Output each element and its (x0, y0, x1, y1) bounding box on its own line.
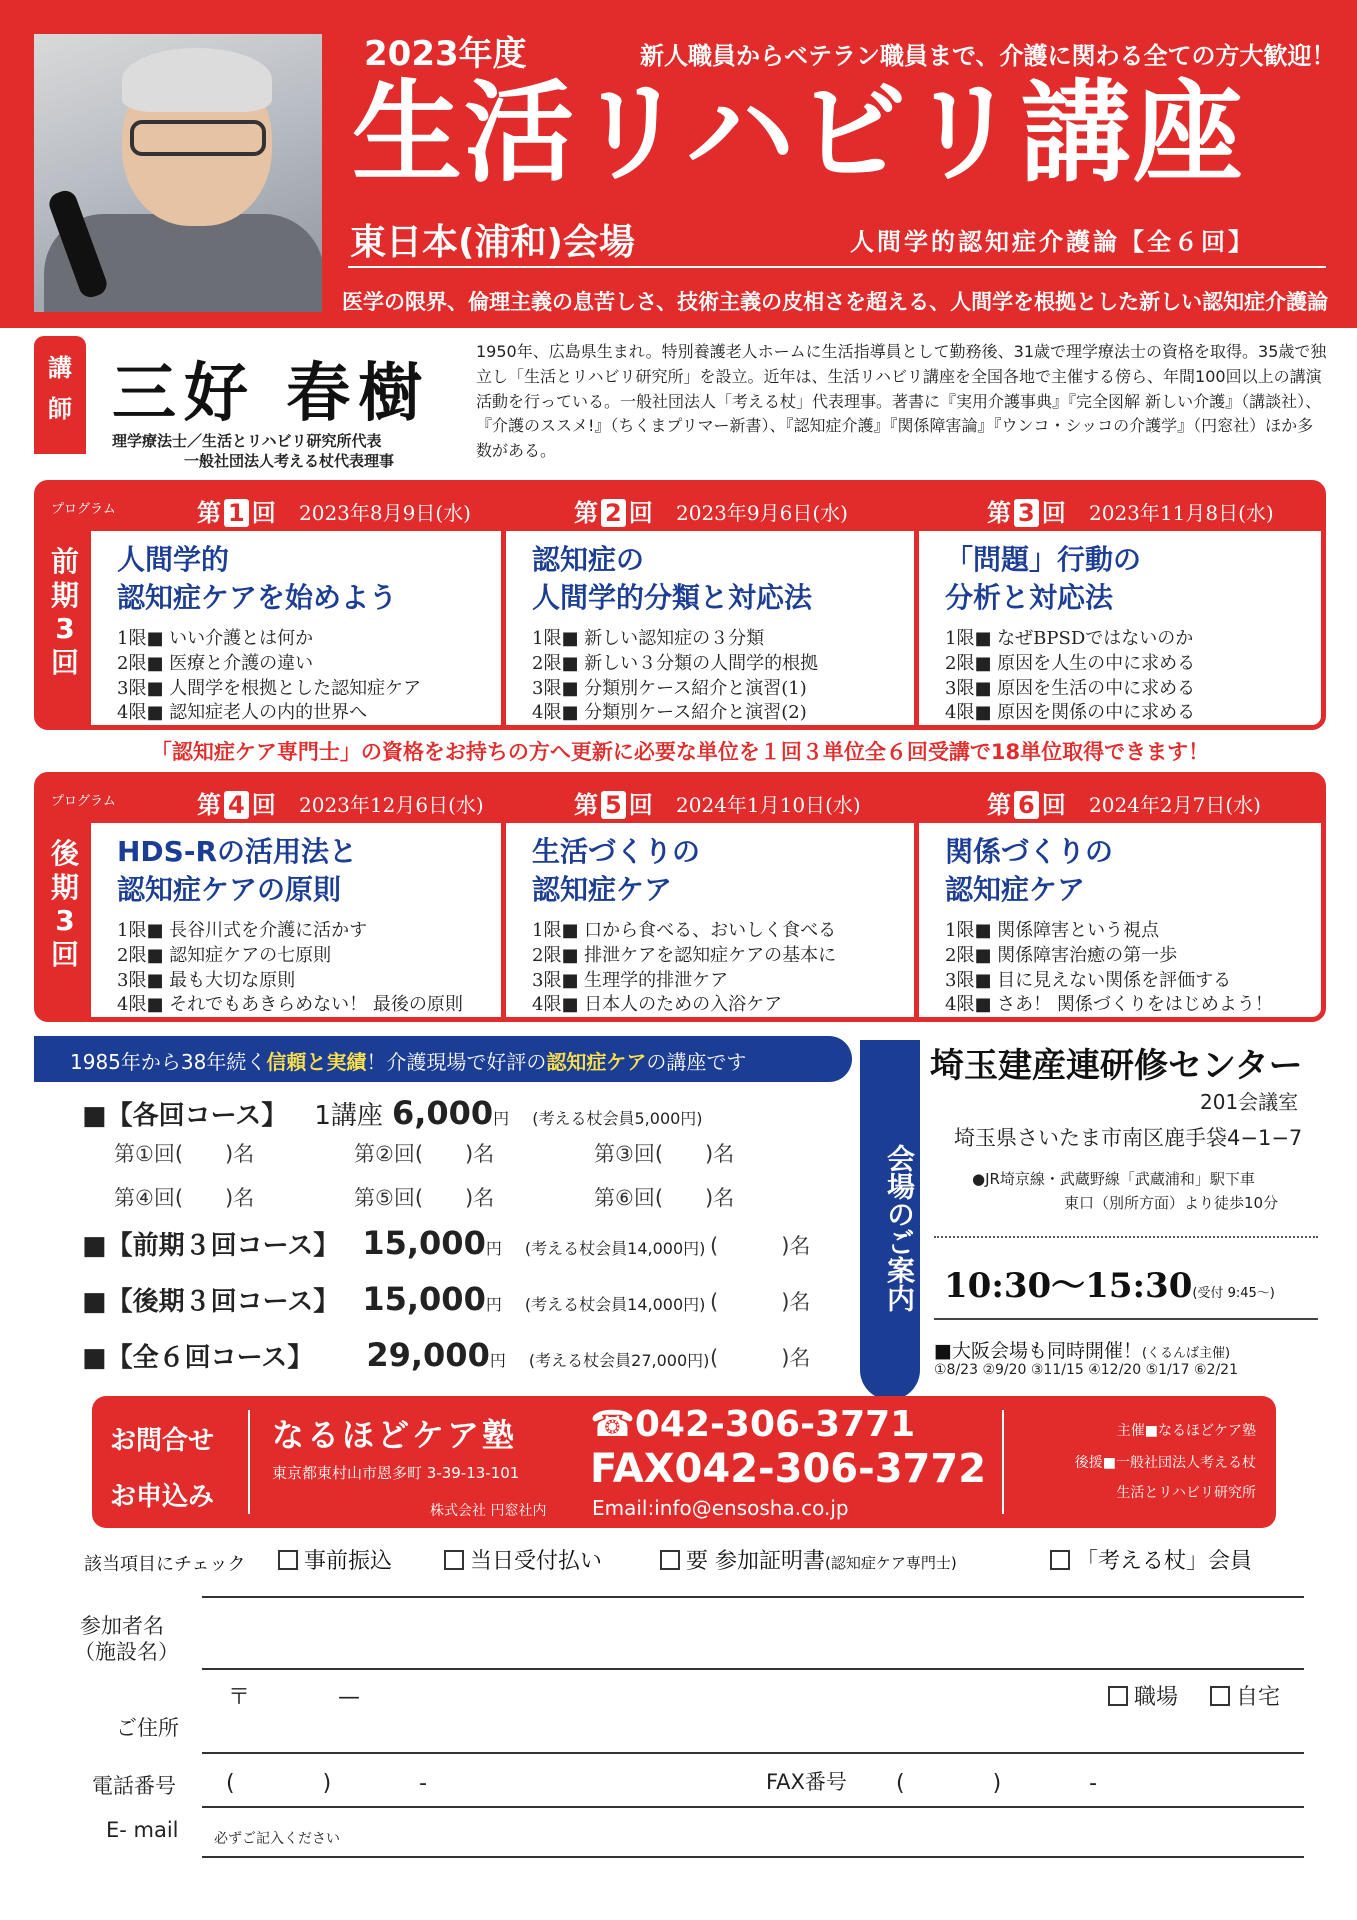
participant-name-field[interactable] (202, 1600, 1304, 1666)
session-title: 生活づくりの 認知症ケア (532, 835, 701, 906)
price-second-term: ■【後期３回コース】 15,000円 (考える杖会員14,000円) (82, 1280, 706, 1318)
program-label: プログラム (51, 794, 116, 809)
session-items: 1限■ 新しい認知症の３分類 2限■ 新しい３分類の人間学的根拠 3限■ 分類別ケース紹介と演習(1) 4限■ 分類別ケース紹介と演習(2) (532, 628, 819, 724)
phone-number[interactable]: ☎042-306-3771 (590, 1404, 916, 1445)
session-number: 第 1 回 (197, 499, 276, 527)
session-items: 1限■ 関係障害という視点 2限■ 関係障害治癒の第一歩 3限■ 目に見えない関係を評価する 4限■ さあ！ 関係づくりをはじめよう！ (945, 920, 1273, 1016)
option-work[interactable]: 職場 (1108, 1680, 1178, 1711)
program-term-2 (34, 772, 1326, 1022)
session-number: 第 3 回 (987, 499, 1066, 527)
venue-divider (934, 1236, 1318, 1238)
session-card (91, 485, 501, 725)
venue-name: 埼玉建産連研修センター (930, 1046, 1303, 1086)
seat-count-field[interactable]: 第①回( )名 (114, 1142, 255, 1166)
phone-label: 電話番号 (92, 1774, 176, 1798)
option-member[interactable]: 「考える杖」会員 (1050, 1544, 1252, 1575)
seat-count-field[interactable]: 第②回( )名 (354, 1142, 495, 1166)
apply-label: お申込み (110, 1482, 215, 1512)
contact-divider (1002, 1410, 1004, 1514)
session-card (501, 485, 914, 725)
lecturer-photo (34, 34, 322, 312)
checkbox[interactable] (1108, 1686, 1128, 1706)
session-title: 「問題」行動の 分析と対応法 (945, 543, 1142, 614)
email-field[interactable] (202, 1812, 1304, 1854)
venue-divider (934, 1318, 1318, 1320)
fax-label: FAX番号 (766, 1770, 847, 1794)
support-label: 後援■一般社団法人考える杖 (1074, 1455, 1256, 1471)
host-label: 主催■なるほどケア塾 (1116, 1423, 1256, 1439)
form-rule (202, 1668, 1304, 1670)
program-label: プログラム (51, 502, 116, 517)
count-second-term[interactable]: ( )名 (710, 1290, 811, 1314)
term-2-tab: 後 期 3 回 (39, 823, 91, 1017)
venue-tab: 会場のご案内 (860, 1040, 920, 1400)
tagline: 医学の限界、倫理主義の息苦しさ、技術主義の皮相さを超える、人間学を根拠とした新しい認知症介護論 (342, 290, 1329, 314)
osaka-notice: ■大阪会場も同時開催！(くるんば主催) (934, 1340, 1231, 1362)
postal-code-field[interactable]: 〒 — (228, 1685, 361, 1710)
address-label: ご住所 (116, 1716, 179, 1740)
session-card (914, 777, 1321, 1017)
contact-divider (248, 1410, 250, 1514)
email-note: 必ずご記入ください (214, 1831, 340, 1847)
lecturer-credential: 理学療法士／生活とリハビリ研究所代表 (112, 432, 382, 450)
page-title: 生活リハビリ講座 (352, 69, 1245, 197)
session-items: 1限■ 長谷川式を介護に活かす 2限■ 認知症ケアの七原則 3限■ 最も大切な原則 4限■ それでもあきらめない！ 最後の原則 (117, 920, 463, 1016)
price-all-course: ■【全６回コース】 29,000円 (考える杖会員27,000円) (82, 1336, 710, 1374)
organizer-company: 株式会社 円窓社内 (430, 1503, 547, 1519)
session-title: 関係づくりの 認知症ケア (945, 835, 1114, 906)
fax-field[interactable]: ( ) - (896, 1771, 1098, 1796)
check-instruction: 該当項目にチェック (84, 1554, 246, 1575)
venue-time: 10:30〜15:30(受付 9:45〜) (944, 1266, 1275, 1306)
session-items: 1限■ 口から食べる、おいしく食べる 2限■ 排泄ケアを認知症ケアの基本に 3限■ 生理学的排泄ケア 4限■ 日本人のための入浴ケア (532, 920, 837, 1016)
venue-access: 東口（別所方面）より徒歩10分 (1064, 1194, 1279, 1212)
session-card (91, 777, 501, 1017)
session-number: 第 2 回 (574, 499, 653, 527)
session-number: 第 4 回 (197, 791, 276, 819)
session-date: 2024年1月10日(水) (676, 793, 861, 817)
phone-field[interactable]: ( ) - (226, 1771, 428, 1796)
session-items: 1限■ なぜBPSDではないのか 2限■ 原因を人生の中に求める 3限■ 原因を生活の中に求める 4限■ 原因を関係の中に求める (945, 628, 1196, 724)
seat-count-field[interactable]: 第③回( )名 (594, 1142, 735, 1166)
session-date: 2023年11月8日(水) (1089, 501, 1274, 525)
session-title: 認知症の 人間学的分類と対応法 (532, 543, 813, 614)
count-first-term[interactable]: ( )名 (710, 1234, 811, 1258)
count-all-course[interactable]: ( )名 (710, 1346, 811, 1370)
checkbox[interactable] (660, 1550, 680, 1570)
lecturer-bio: 1950年、広島県生まれ。特別養護老人ホームに生活指導員として勤務後、31歳で理学療法士の資格を取得。35歳で独立し「生活とリハビリ研究所」を設立。近年は、生活リハビリ講座を全国各地で主催する傍ら、年間100回以上の講演活動を行っている。一般社団法人「考える杖」代表理事。著書に『実用介護事典』『完全図解 新しい介護』（講談社）、『介護のススメ!』（ちくまプリマー新書）、『認知症介護』『関係障害論』『ウンコ・シッコの介護学』（円窓社）ほか多数がある。 (476, 342, 1327, 461)
session-card (914, 485, 1321, 725)
contact-label: お問合せ (110, 1426, 215, 1456)
support-label: 生活とリハビリ研究所 (1116, 1485, 1256, 1501)
fax-number: FAX042-306-3772 (590, 1446, 987, 1492)
series-label: 人間学的認知症介護論【全６回】 (850, 228, 1255, 256)
form-rule (202, 1806, 1304, 1808)
session-date: 2023年12月6日(水) (299, 793, 484, 817)
session-title: 人間学的 認知症ケアを始めよう (117, 543, 398, 614)
seat-count-field[interactable]: 第⑥回( )名 (594, 1186, 735, 1210)
checkbox[interactable] (444, 1550, 464, 1570)
organizer-address: 東京都東村山市恩多町 3-39-13-101 (272, 1464, 520, 1482)
welcome-text: 新人職員からベテラン職員まで、介護に関わる全ての方大歓迎！ (640, 42, 1336, 70)
contact-box (92, 1396, 1276, 1528)
term-1-tab: 前 期 3 回 (39, 531, 91, 725)
facility-name-label: （施設名） (74, 1640, 179, 1664)
session-title: HDS-Rの活用法と 認知症ケアの原則 (117, 835, 358, 906)
price-first-term: ■【前期３回コース】 15,000円 (考える杖会員14,000円) (82, 1224, 706, 1262)
program-term-1 (34, 480, 1326, 730)
checkbox[interactable] (1050, 1550, 1070, 1570)
option-certificate[interactable]: 要 参加証明書(認知症ケア専門士) (660, 1544, 957, 1575)
session-date: 2023年8月9日(水) (299, 501, 471, 525)
session-number: 第 5 回 (574, 791, 653, 819)
venue-room: 201会議室 (1200, 1090, 1299, 1114)
venue-address: 埼玉県さいたま市南区鹿手袋4−1−7 (954, 1126, 1303, 1150)
option-prepay[interactable]: 事前振込 (278, 1544, 392, 1575)
seat-count-field[interactable]: 第④回( )名 (114, 1186, 255, 1210)
venue-heading: 東日本(浦和)会場 (350, 222, 635, 263)
checkbox[interactable] (1210, 1686, 1230, 1706)
form-rule (202, 1856, 1304, 1858)
credit-note: 「認知症ケア専門士」の資格をお持ちの方へ更新に必要な単位を１回３単位全６回受講で18単位取得できます！ (150, 740, 1210, 764)
organizer-name: なるほどケア塾 (272, 1416, 518, 1454)
session-date: 2024年2月7日(水) (1089, 793, 1261, 817)
option-pay-onsite[interactable]: 当日受付払い (444, 1544, 602, 1575)
address-field[interactable] (202, 1712, 1304, 1752)
lecturer-name: 三好 春樹 (112, 357, 431, 431)
session-date: 2023年9月6日(水) (676, 501, 848, 525)
form-rule (202, 1596, 1304, 1598)
lecturer-credential: 一般社団法人考える杖代表理事 (184, 452, 395, 470)
seat-count-field[interactable]: 第⑤回( )名 (354, 1186, 495, 1210)
email-label: E- mail (106, 1818, 179, 1842)
option-home[interactable]: 自宅 (1210, 1680, 1280, 1711)
participant-name-label: 参加者名 (80, 1614, 164, 1638)
session-card (501, 777, 914, 1017)
form-rule (202, 1752, 1304, 1754)
session-items: 1限■ いい介護とは何か 2限■ 医療と介護の違い 3限■ 人間学を根拠とした認知症ケア 4限■ 認知症老人の内的世界へ (117, 628, 422, 724)
pricing-banner: 1985年から38年続く信頼と実績！介護現場で好評の認知症ケアの講座です (34, 1036, 852, 1082)
venue-access: ●JR埼京線・武蔵野線「武蔵浦和」駅下車 (972, 1170, 1255, 1188)
osaka-dates: ①8/23 ②9/20 ③11/15 ④12/20 ⑤1/17 ⑥2/21 (934, 1362, 1239, 1378)
lecturer-tab: 講 師 (34, 336, 86, 454)
price-each-course: ■【各回コース】 1講座 6,000円 (考える杖会員5,000円) (82, 1094, 703, 1132)
header-divider (348, 266, 1326, 268)
email-link[interactable]: Email:info@ensosha.co.jp (592, 1496, 849, 1520)
checkbox[interactable] (278, 1550, 298, 1570)
session-number: 第 6 回 (987, 791, 1066, 819)
year-label: 2023年度 (364, 34, 527, 74)
